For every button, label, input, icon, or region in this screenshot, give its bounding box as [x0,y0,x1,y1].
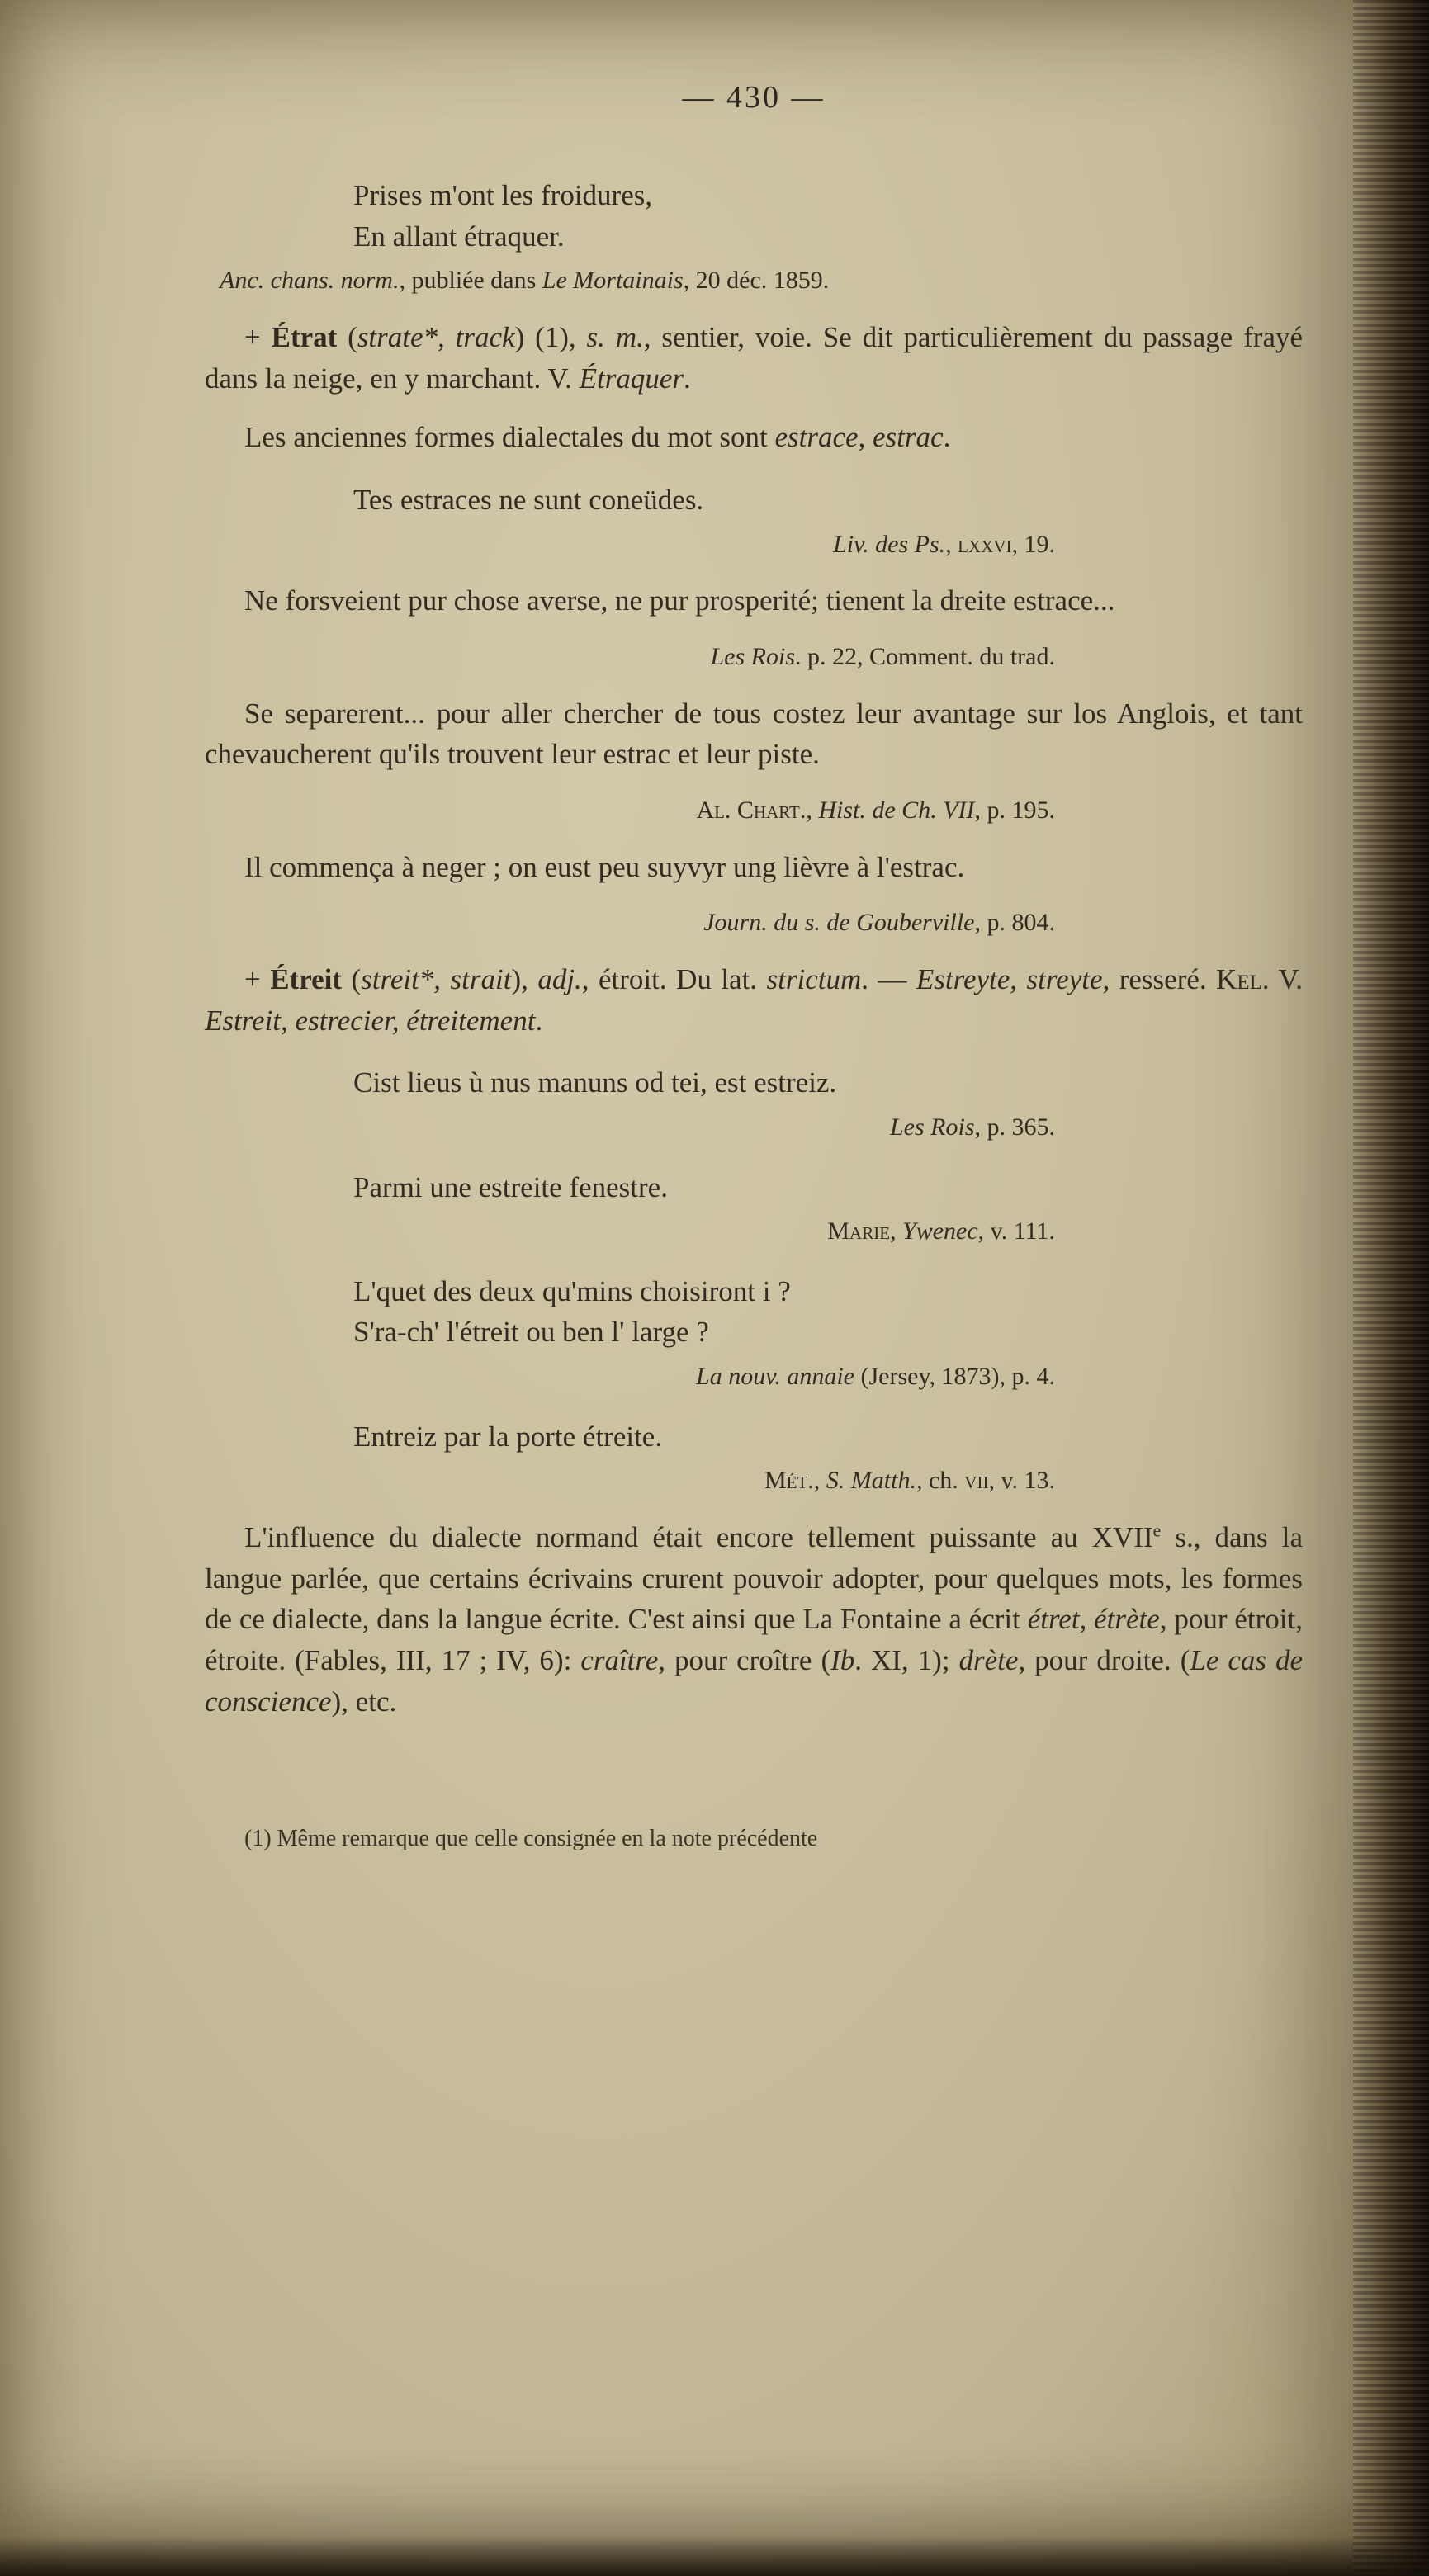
text-segment: V. [1269,962,1304,995]
text-segment: Hist. de Ch. VII [818,796,975,824]
text-segment: strate*, track [357,320,515,353]
text-segment: Estreit, estrecier, étreitement [205,1004,536,1037]
text-segment: Les Rois [710,643,796,670]
text-segment: ( [342,962,362,995]
text-segment: L'quet des deux qu'mins choisiront i ? [353,1274,791,1307]
citation-line [205,640,1303,675]
text-segment: s., dans la langue parlée, que certains écrivains crurent pouvoir adopter, pour quelques mots, les formes de ce dialecte, dans la langue écrite. C'est ainsi que La Fontaine a écrit [205,1521,1303,1636]
text-segment: Le Mortainais [542,267,684,295]
text-segment: Étraquer [579,362,684,395]
text-segment: Marie [827,1217,891,1245]
text-segment: Cist lieus ù nus manuns od tei, est estreiz. [353,1066,837,1099]
text-segment: , v. 111. [977,1217,1055,1245]
text-segment: . [683,362,691,395]
text-segment: , sentier, voie. Se dit particulièrement du passage frayé dans la neige, en y marchant. V. [205,320,1304,395]
verse-line [353,1271,1303,1312]
verse-block [353,1167,1303,1208]
text-segment: Tes estraces ne sunt coneüdes. [353,484,704,517]
text-segment: + [244,320,272,353]
text-segment: Mét. [764,1467,814,1495]
text-segment: , p. 804. [974,909,1055,937]
text-segment: (1) Même remarque que celle consignée en la note précédente [244,1826,818,1852]
text-segment: , p. 195. [974,796,1055,824]
text-segment: ( [337,320,357,353]
text-segment: Estreyte, streyte [916,962,1103,995]
paragraph [205,693,1303,775]
text-segment: e [1152,1520,1162,1541]
text-segment: , publiée dans [399,267,542,295]
text-segment: Les anciennes formes dialectales du mot sont [244,421,775,454]
paragraph [205,959,1303,1041]
text-segment: Ne forsveient pur chose averse, ne pur prosperité; tienent la dreite estrace... [244,584,1115,617]
verse-line [353,1416,1303,1458]
text-segment: Kel. [1216,962,1270,995]
page-number: — 430 — [682,80,826,115]
citation-line [205,793,1303,829]
text-segment: vii [964,1467,989,1495]
footnote [205,1822,1303,1855]
text-segment: + [244,962,271,995]
verse-line [353,480,1303,521]
text-segment: étret, étrète [1027,1603,1160,1636]
paragraph [205,417,1303,458]
text-segment: craître [580,1644,659,1677]
text-segment: Étrat [271,320,338,353]
text-segment: , ch. [916,1467,965,1495]
text-segment: streit*, strait [361,962,512,995]
text-segment: . p. 22, Comment. du trad. [795,643,1055,670]
text-segment: drète [958,1644,1019,1677]
text-segment: Journ. du s. de Gouberville [703,909,975,937]
text-segment: . XI, 1); [854,1644,959,1677]
verse-block [353,1416,1303,1458]
citation-line [205,1359,1303,1395]
text-segment: , 19. [1011,530,1055,558]
text-segment: s. m. [586,320,644,353]
text-segment: , [890,1217,903,1245]
text-segment: Il commença à neger ; on eust peu suyvyr ung lièvre à l'estrac. [244,850,965,883]
verse-line [353,216,1303,258]
text-segment: . — [861,962,916,995]
verse-block [353,1062,1303,1104]
paragraph [205,847,1303,888]
verse-block [353,480,1303,521]
text-segment: strictum [766,962,862,995]
text-segment: ) (1), [514,320,587,353]
paragraph [205,580,1303,622]
text-segment: Al. Chart. [696,796,807,824]
paragraph [205,1517,1303,1722]
text-segment: La nouv. annaie [696,1363,854,1391]
book-bottom-edge [0,2536,1429,2576]
text-segment: Ib [830,1644,855,1677]
text-segment: En allant étraquer. [353,220,565,253]
citation-line [205,905,1303,941]
text-segment: , pour croître ( [658,1644,831,1677]
book-fore-edge [1353,0,1429,2576]
text-segment: , p. 365. [974,1113,1055,1141]
verse-line [353,1062,1303,1104]
text-segment: , [806,796,819,824]
page-body [205,79,1303,1855]
verse-block [353,175,1303,257]
text-segment: S. Matth. [826,1467,916,1495]
verse-line [353,1312,1303,1353]
text-segment: . [943,421,951,454]
text-segment: Prises m'ont les froidures, [353,179,653,211]
text-segment: Entreiz par la porte étreite. [353,1420,663,1453]
text-segment: L'influence du dialecte normand était encore tellement puissante au XVII [244,1521,1153,1554]
text-segment: , [945,530,958,558]
citation-line [205,1110,1303,1146]
paragraph [205,317,1303,399]
text-segment: Ywenec [902,1217,978,1245]
text-segment: Étreit [270,962,343,995]
text-segment: ), [511,962,538,995]
text-segment: Se separerent... pour aller chercher de tous costez leur avantage sur los Anglois, et tant chevaucherent qu'ils trouvent leur estrac et leur piste. [205,697,1303,771]
verse-block [353,1271,1303,1353]
text-segment: , pour étroit, étroite. (Fables, III, 17 ; IV, 6): [205,1603,1303,1677]
verse-line [353,175,1303,216]
citation-line [205,527,1303,563]
text-segment: , resseré. [1102,962,1217,995]
text-segment: . [535,1004,543,1037]
text-segment: lxxvi [958,530,1012,558]
text-segment: S'ra-ch' l'étreit ou ben l' large ? [353,1316,709,1349]
text-segment: , v. 13. [988,1467,1055,1495]
citation-line [205,1463,1303,1499]
text-segment: , [813,1467,826,1495]
source-line [220,263,1303,299]
text-segment: Les Rois [889,1113,975,1141]
text-segment: , pour droite. ( [1018,1644,1190,1677]
verse-line [353,1167,1303,1208]
text-segment: Parmi une estreite fenestre. [353,1170,668,1203]
text-segment: , étroit. Du lat. [581,962,767,995]
text-segment: Le cas de conscience [205,1644,1304,1718]
citation-line [205,1214,1303,1250]
text-segment: Liv. des Ps. [833,530,946,558]
text-segment: adj. [537,962,582,995]
text-segment: (Jersey, 1873), p. 4. [854,1363,1055,1391]
text-segment: estrace, estrac [774,421,944,454]
text-segment: Anc. chans. norm. [220,267,400,295]
text-segment: , 20 déc. 1859. [683,267,830,295]
text-segment: ), etc. [331,1685,397,1718]
